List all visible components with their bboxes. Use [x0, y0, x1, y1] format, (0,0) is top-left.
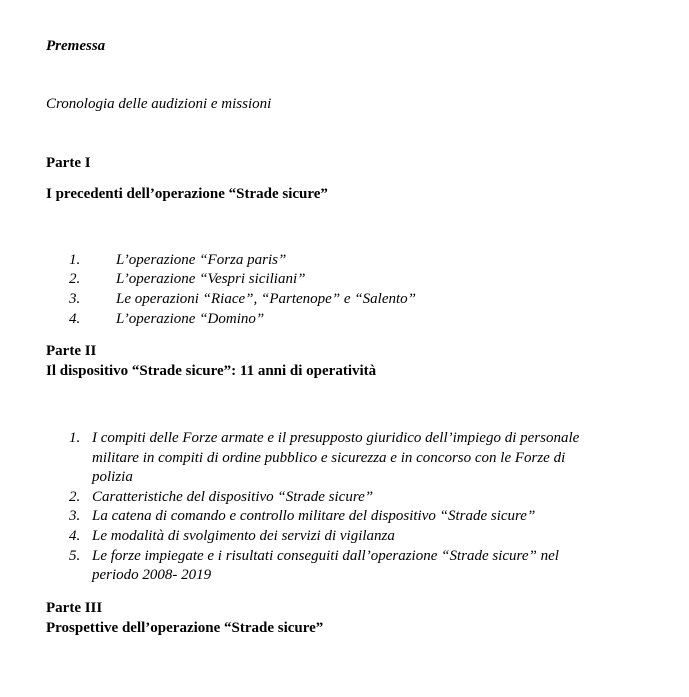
list-item-number: 3.: [69, 291, 81, 307]
list-item-text: L’operazione “Vespri siciliani”: [116, 271, 306, 287]
list-item-number: 1.: [69, 252, 81, 268]
list-item-number: 3.: [69, 508, 81, 524]
list-item-number: 1.: [69, 430, 81, 446]
list-item-text: L’operazione “Forza paris”: [116, 252, 287, 268]
list-item-text: La catena di comando e controllo militare del dispositivo “Strade sicure”: [92, 508, 536, 524]
list-item-text: militare in compiti di ordine pubblico e sicurezza e in concorso con le Forze di: [92, 450, 566, 466]
parte1-heading: Parte I: [46, 155, 91, 171]
list-item-number: 4.: [69, 311, 81, 327]
list-item-text: Le forze impiegate e i risultati conseguiti dall’operazione “Strade sicure” nel: [92, 548, 559, 564]
parte2-heading: Parte II: [46, 343, 97, 359]
list-item-text: periodo 2008- 2019: [92, 567, 212, 583]
parte1-title: I precedenti dell’operazione “Strade sicure”: [46, 186, 328, 202]
list-item-number: 4.: [69, 528, 81, 544]
parte3-heading: Parte III: [46, 600, 103, 616]
parte3-title: Prospettive dell’operazione “Strade sicure”: [46, 620, 324, 636]
list-item-text: Le operazioni “Riace”, “Partenope” e “Salento”: [116, 291, 416, 307]
list-item-text: polizia: [92, 469, 133, 485]
list-item-text: L’operazione “Domino”: [116, 311, 265, 327]
premessa-heading: Premessa: [46, 38, 106, 54]
parte2-title: Il dispositivo “Strade sicure”: 11 anni di operatività: [46, 363, 377, 379]
list-item-number: 2.: [69, 271, 81, 287]
list-item-text: Le modalità di svolgimento dei servizi di vigilanza: [92, 528, 395, 544]
list-item-text: Caratteristiche del dispositivo “Strade sicure”: [92, 489, 374, 505]
cronologia-heading: Cronologia delle audizioni e missioni: [46, 96, 272, 112]
list-item-number: 2.: [69, 489, 81, 505]
list-item-number: 5.: [69, 548, 81, 564]
list-item-text: I compiti delle Forze armate e il presupposto giuridico dell’impiego di personale: [92, 430, 580, 446]
